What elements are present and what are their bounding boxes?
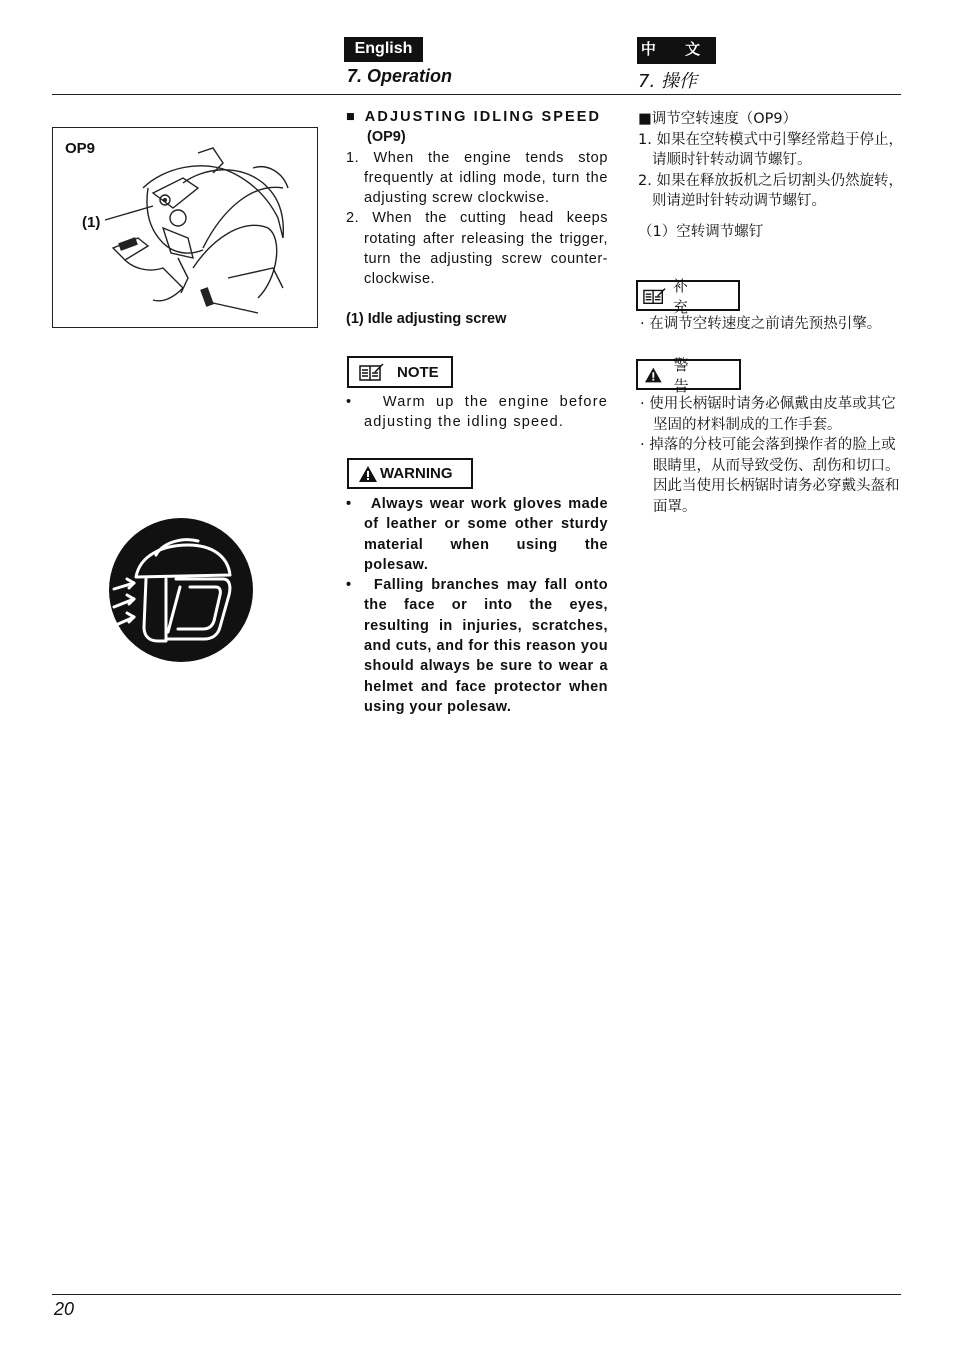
warning-item-1 <box>346 494 608 575</box>
heading-ref: (OP9) <box>367 129 406 146</box>
section-title-chinese: 7. 操作 <box>638 71 697 92</box>
warning-triangle-icon <box>359 466 377 482</box>
zh-warning-item-1: · 使用长柄锯时请务必佩戴由皮革或其它坚固的材料制成的工作手套。 <box>640 396 896 433</box>
heading-marker: ■ <box>346 109 355 125</box>
language-tag-english: English <box>344 37 423 62</box>
zh-heading: ■调节空转速度（OP9） <box>638 111 798 127</box>
callout-label: (1) <box>82 214 101 231</box>
note-icon <box>359 363 385 381</box>
bullet: • <box>346 496 371 512</box>
footer-rule <box>52 1294 901 1295</box>
warning-label: WARNING <box>380 465 453 482</box>
step-1: 1. When the engine tends stop frequently at idling mode, turn the adjusting screw clockwise. <box>346 149 608 207</box>
note-item <box>346 392 608 433</box>
warning-box <box>347 458 473 489</box>
figure-label: OP9 <box>65 140 96 157</box>
zh-warning-item-2: · 掉落的分枝可能会落到操作者的脸上或眼睛里，从而导致受伤、刮伤和切口。因此当使用长柄锯时请务必穿戴头盔和面罩。 <box>640 437 900 515</box>
note-icon <box>643 287 667 305</box>
chinese-column <box>638 109 906 242</box>
warning-list <box>346 494 608 717</box>
zh-legend: （1）空转调节螺钉 <box>638 223 764 240</box>
figure-op9 <box>52 127 318 328</box>
zh-warning-list <box>640 394 906 517</box>
english-column <box>346 107 608 329</box>
legend: (1) Idle adjusting screw <box>346 310 507 327</box>
pole-saw-engine-illustration <box>53 128 317 327</box>
zh-note-list <box>640 314 906 335</box>
zh-note-label: 补 充 <box>672 276 700 316</box>
warning-item-2 <box>346 575 608 717</box>
heading-text: ADJUSTING IDLING SPEED <box>364 109 602 125</box>
note-label: NOTE <box>397 363 439 381</box>
zh-note-item: · 在调节空转速度之前请先预热引擎。 <box>640 316 882 332</box>
warning-item-text: Always wear work gloves made of leather or some other sturdy material when using the polesaw. <box>364 496 608 573</box>
helmet-face-protector-icon <box>108 517 254 663</box>
header-rule <box>52 94 901 95</box>
section-heading <box>346 107 608 148</box>
zh-warning-label: 警 告 <box>673 355 701 395</box>
page-number: 20 <box>54 1299 75 1319</box>
zh-note-box <box>636 276 740 316</box>
note-box <box>347 356 453 388</box>
section-title-english: 7. Operation <box>347 66 453 86</box>
warning-item-text: Falling branches may fall onto the face or into the eyes, resulting in injuries, scratches, and cuts, and for this reason you should always be sure to wear a helmet and face protector when using your polesaw. <box>364 577 608 715</box>
language-tag-chinese: 中 文 <box>637 37 716 64</box>
bullet: • <box>346 577 374 594</box>
warning-triangle-icon <box>645 367 662 383</box>
note-list <box>346 392 608 433</box>
note-item-text: Warm up the engine before adjusting the idling speed. <box>364 394 608 431</box>
step-2: 2. When the cutting head keeps rotating after releasing the trigger, turn the adjusting screw counter-clockwise. <box>346 210 608 288</box>
zh-step-2: 2. 如果在释放扳机之后切割头仍然旋转， 则请逆时针转动调节螺钉。 <box>638 172 903 209</box>
zh-step-1: 1. 如果在空转模式中引擎经常趋于停止，请顺时针转动调节螺钉。 <box>638 131 903 168</box>
bullet: • <box>346 394 383 410</box>
zh-warning-box <box>636 355 741 395</box>
